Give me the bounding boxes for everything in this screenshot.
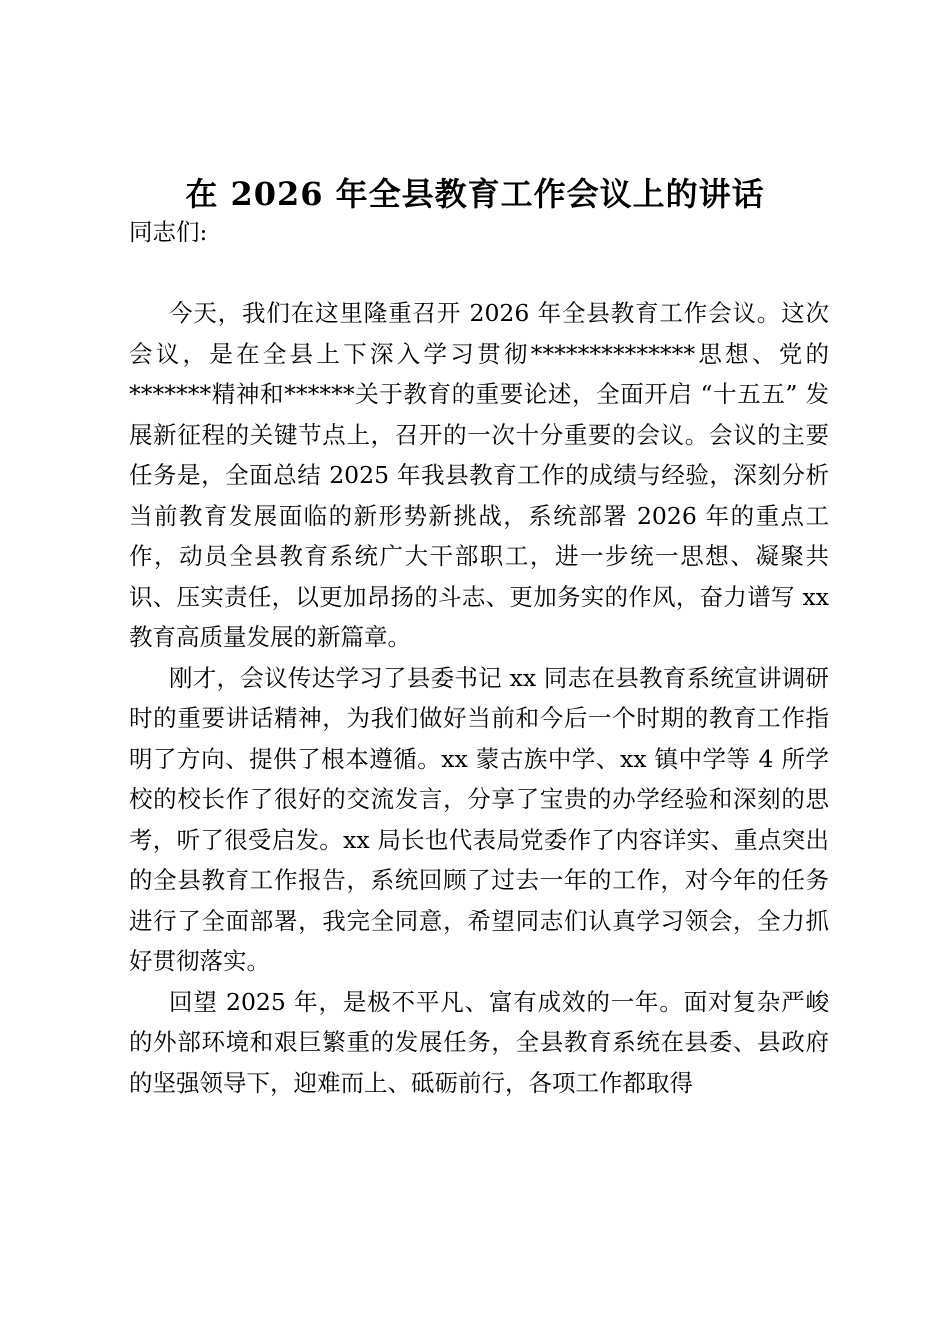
- page-title: 在 2026 年全县教育工作会议上的讲话: [185, 175, 765, 213]
- paragraph-review: 刚才，会议传达学习了县委书记 xx 同志在县教育系统宣讲调研时的重要讲话精神，为我们做好当前和今后一个时期的教育工作指明了方向、提供了根本遵循。xx 蒙古族中学、xx 镇中学等 4 所学校的校长作了很好的交流发言，分享了宝贵的办学经验和深刻的思考，听了很受启发。xx 局长也代表局党委作了内容详实、重点突出的全县教育工作报告，系统回顾了过去一年的工作，对今年的任务进行了全面部署，我完全同意，希望同志们认真学习领会，全力抓好贯彻落实。: [129, 663, 829, 975]
- paragraph-retrospect: 回望 2025 年，是极不平凡、富有成效的一年。面对复杂严峻的外部环境和艰巨繁重的发展任务，全县教育系统在县委、县政府的坚强领导下，迎难而上、砥砺前行，各项工作都取得: [129, 987, 829, 1097]
- paragraph-opening: 今天，我们在这里隆重召开 2026 年全县教育工作会议。这次会议，是在全县上下深入学习贯彻**************思想、党的*******精神和******关于教育的重要论述，全面开启 “十五五” 发展新征程的关键节点上，召开的一次十分重要的会议。会议的主要任务是，全面总结 2025 年我县教育工作的成绩与经验，深刻分析当前教育发展面临的新形势新挑战，系统部署 2026 年的重点工作，动员全县教育系统广大干部职工，进一步统一思想、凝聚共识、压实责任，以更加昂扬的斗志、更加务实的作风，奋力谱写 xx 教育高质量发展的新篇章。: [129, 299, 829, 651]
- document-body: [129, 293, 829, 1103]
- salutation: 同志们:: [129, 218, 208, 246]
